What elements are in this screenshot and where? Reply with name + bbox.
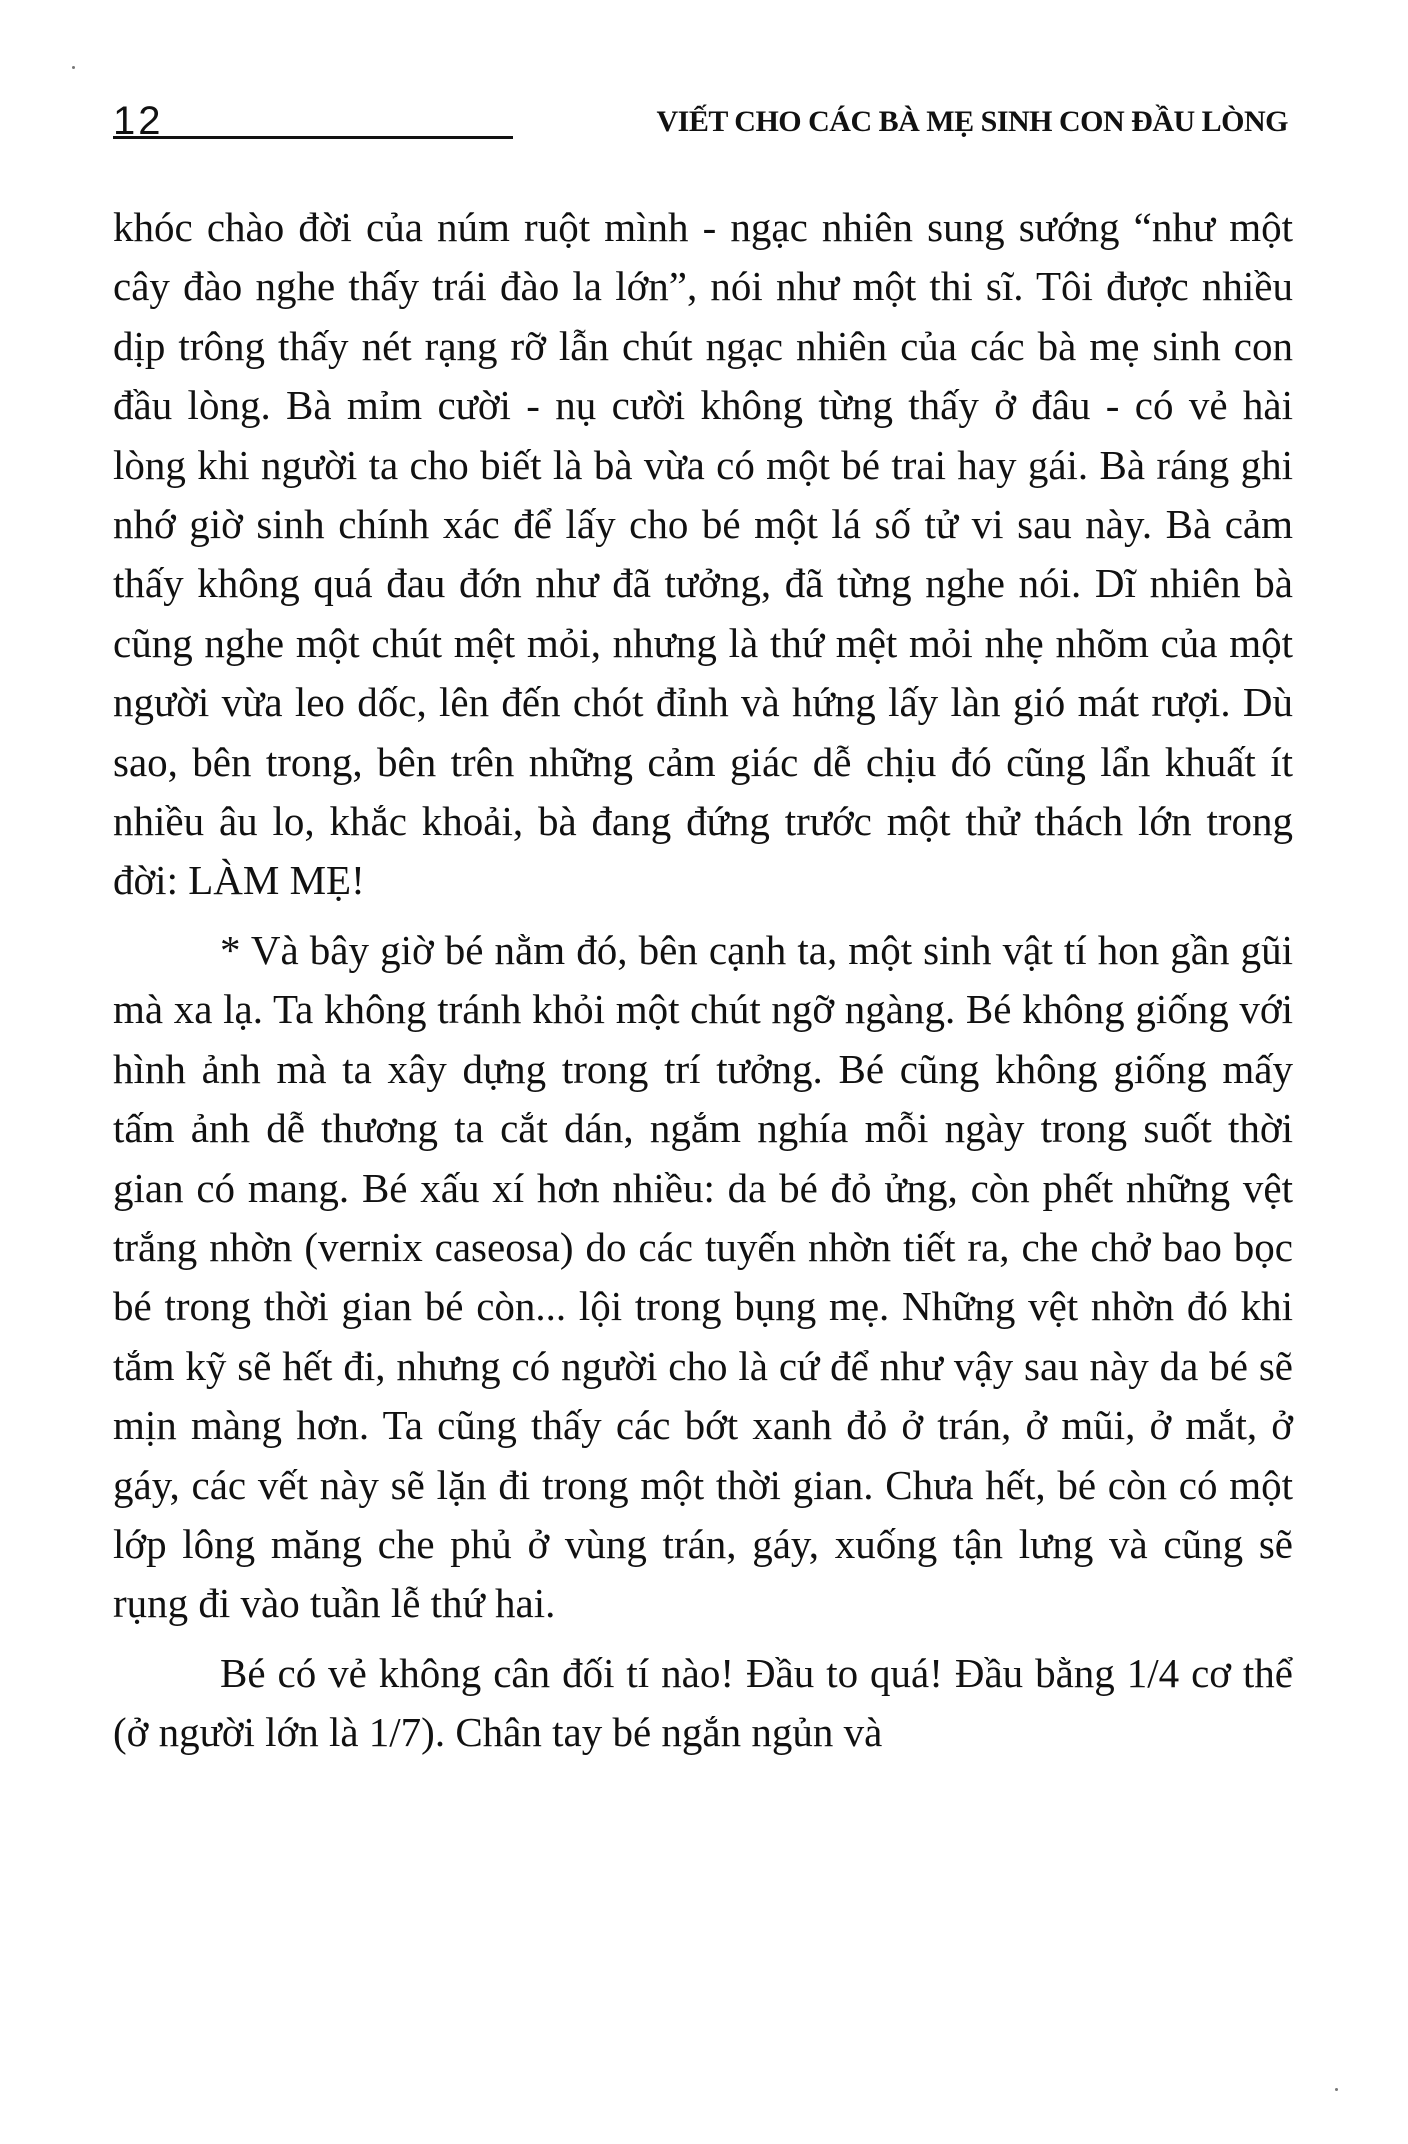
scan-speck xyxy=(72,66,75,69)
page-header xyxy=(113,96,1288,156)
scan-speck xyxy=(1335,2088,1338,2091)
paragraph-2: * Và bây giờ bé nằm đó, bên cạnh ta, một sinh vật tí hon gần gũi mà xa lạ. Ta không tránh khỏi một chút ngỡ ngàng. Bé không giống với hình ảnh mà ta xây dựng trong trí tưởng. Bé cũng không giống mấy tấm ảnh dễ thương ta cắt dán, ngắm nghía mỗi ngày trong suốt thời gian có mang. Bé xấu xí hơn nhiều: da bé đỏ ửng, còn phết những vệt trắng nhờn (vernix caseosa) do các tuyến nhờn tiết ra, che chở bao bọc bé trong thời gian bé còn... lội trong bụng mẹ. Những vệt nhờn đó khi tắm kỹ sẽ hết đi, nhưng có người cho là cứ để như vậy sau này da bé sẽ mịn màng hơn. Ta cũng thấy các bớt xanh đỏ ở trán, ở mũi, ở mắt, ở gáy, các vết này sẽ lặn đi trong một thời gian. Chưa hết, bé còn có một lớp lông măng che phủ ở vùng trán, gáy, xuống tận lưng và cũng sẽ rụng đi vào tuần lễ thứ hai. xyxy=(113,926,1293,1627)
running-title: VIẾT CHO CÁC BÀ MẸ SINH CON ĐẦU LÒNG xyxy=(656,105,1288,138)
paragraph-1: khóc chào đời của núm ruột mình - ngạc nhiên sung sướng “như một cây đào nghe thấy trái đào la lớn”, nói như một thi sĩ. Tôi được nhiều dịp trông thấy nét rạng rỡ lẫn chút ngạc nhiên của các bà mẹ sinh con đầu lòng. Bà mỉm cười - nụ cười không từng thấy ở đâu - có vẻ hài lòng khi người ta cho biết là bà vừa có một bé trai hay gái. Bà ráng ghi nhớ giờ sinh chính xác để lấy cho bé một lá số tử vi sau này. Bà cảm thấy không quá đau đớn như đã tưởng, đã từng nghe nói. Dĩ nhiên bà cũng nghe một chút mệt mỏi, nhưng là thứ mệt mỏi nhẹ nhõm của một người vừa leo dốc, lên đến chót đỉnh và hứng lấy làn gió mát rượi. Dù sao, bên trong, bên trên những cảm giác dễ chịu đó cũng lẩn khuất ít nhiều âu lo, khắc khoải, bà đang đứng trước một thử thách lớn trong đời: LÀM MẸ! xyxy=(113,204,1293,904)
paragraph-3: Bé có vẻ không cân đối tí nào! Đầu to quá! Đầu bằng 1/4 cơ thể (ở người lớn là 1/7). Chân tay bé ngắn ngủn và xyxy=(113,1649,1293,1756)
page-number: 12 xyxy=(113,99,164,143)
body-text xyxy=(113,198,1293,1763)
header-rule xyxy=(113,136,513,139)
